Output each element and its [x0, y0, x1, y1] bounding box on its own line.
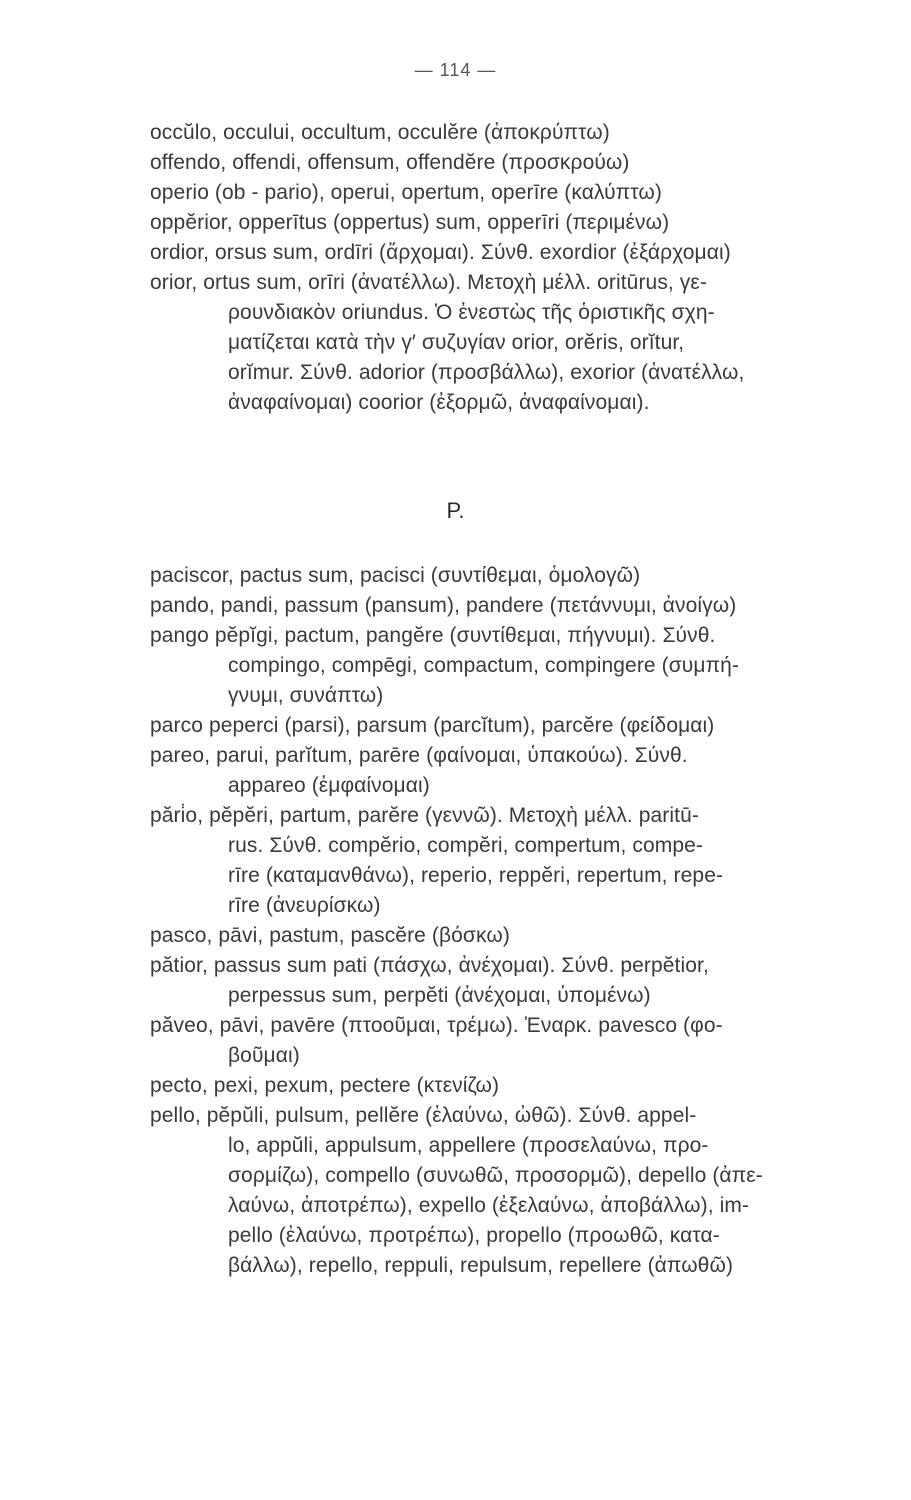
entry-line: parco peperci (parsi), parsum (parcĭtum), parcĕre (φείδομαι): [150, 714, 715, 737]
entry-line: pătior, passus sum pati (πάσχω, ἀνέχομαι). Σύνθ. perpĕtior,: [150, 954, 709, 977]
entry-line: offendo, offendi, offensum, offendĕre (προσκρούω): [150, 151, 630, 174]
entry-continuation-line: ματίζεται κατὰ τὴν γ′ συζυγίαν orior, orĕris, orĭtur,: [228, 331, 685, 354]
entry-continuation-line: βοῦμαι): [228, 1044, 300, 1067]
entry-line: pareo, parui, parĭtum, parēre (φαίνομαι, ὑπακούω). Σύνθ.: [150, 744, 688, 767]
entry-line: ordior, orsus sum, ordīri (ἄρχομαι). Σύνθ. exordior (ἐξάρχομαι): [150, 241, 731, 264]
entry-continuation-line: appareo (ἐμφαίνομαι): [228, 774, 430, 797]
entry-line: operio (ob - pario), operui, opertum, operīre (καλύπτω): [150, 181, 662, 204]
page-number: — 114 —: [414, 60, 497, 80]
entry-continuation-line: βάλλω), repello, reppuli, repulsum, repellere (ἀπωθῶ): [228, 1254, 734, 1277]
entry-line: occŭlo, occului, occultum, occulĕre (ἀποκρύπτω): [150, 121, 610, 144]
entry-continuation-line: lo, appŭli, appulsum, appellere (προσελαύνω, προ-: [228, 1134, 709, 1157]
entry-continuation-line: rīre (καταμανθάνω), reperio, reppĕri, repertum, repe-: [228, 864, 724, 887]
entry-line: oppĕrior, opperītus (oppertus) sum, opperīri (περιμένω): [150, 211, 670, 234]
entry-line: pello, pĕpŭli, pulsum, pellĕre (ἐλαύνω, ὠθῶ). Σύνθ. appel-: [150, 1104, 697, 1127]
entry-continuation-line: rus. Σύνθ. compĕrio, compĕri, compertum, compe-: [228, 834, 703, 857]
entry-continuation-line: γνυμι, συνάπτω): [228, 684, 384, 707]
entry-line: pecto, pexi, pexum, pectere (κτενίζω): [150, 1074, 500, 1097]
entry-line: pasco, pāvi, pastum, pascĕre (βόσκω): [150, 924, 510, 947]
entry-line: pări̇o, pĕpĕri, partum, parĕre (γεννῶ). Μετοχὴ μέλλ. paritū-: [150, 804, 699, 827]
entry-continuation-line: perpessus sum, perpĕti (ἀνέχομαι, ὑπομένω): [228, 984, 651, 1007]
entry-line: pango pĕpĭgi, pactum, pangĕre (συντίθεμαι, πήγνυμι). Σύνθ.: [150, 624, 716, 647]
entry-line: păveo, pāvi, pavēre (πτοοῦμαι, τρέμω). Ἐναρκ. pavesco (φο-: [150, 1014, 723, 1037]
entry-continuation-line: compingo, compēgi, compactum, compingere (συμπή-: [228, 654, 740, 677]
entry-line: orior, ortus sum, orīri (ἀνατέλλω). Μετοχὴ μέλλ. oritūrus, γε-: [150, 271, 707, 294]
section-heading: P.: [446, 498, 465, 523]
entry-continuation-line: σορμίζω), compello (συνωθῶ, προσορμῶ), depello (ἀπε-: [228, 1164, 763, 1187]
entry-continuation-line: ρουνδιακὸν oriundus. Ὁ ἐνεστὼς τῆς ὁριστικῆς σχη-: [228, 301, 715, 324]
entry-continuation-line: orĭmur. Σύνθ. adorior (προσβάλλω), exorior (ἀνατέλλω,: [228, 361, 745, 384]
entry-continuation-line: ἀναφαίνομαι) coorior (ἐξορμῶ, ἀναφαίνομαι).: [228, 391, 650, 414]
entry-continuation-line: rīre (ἀνευρίσκω): [228, 894, 381, 917]
entry-line: paciscor, pactus sum, pacisci (συντίθεμαι, ὁμολογῶ): [150, 564, 641, 587]
entry-continuation-line: λαύνω, ἀποτρέπω), expello (ἐξελαύνω, ἀποβάλλω), im-: [228, 1194, 750, 1217]
entry-continuation-line: pello (ἐλαύνω, προτρέπω), propello (προωθῶ, κατα-: [228, 1224, 720, 1247]
entry-line: pando, pandi, passum (pansum), pandere (πετάννυμι, ἀνοίγω): [150, 594, 737, 617]
entries-letter-p: [150, 561, 880, 1281]
entries-letter-o: [150, 118, 880, 418]
